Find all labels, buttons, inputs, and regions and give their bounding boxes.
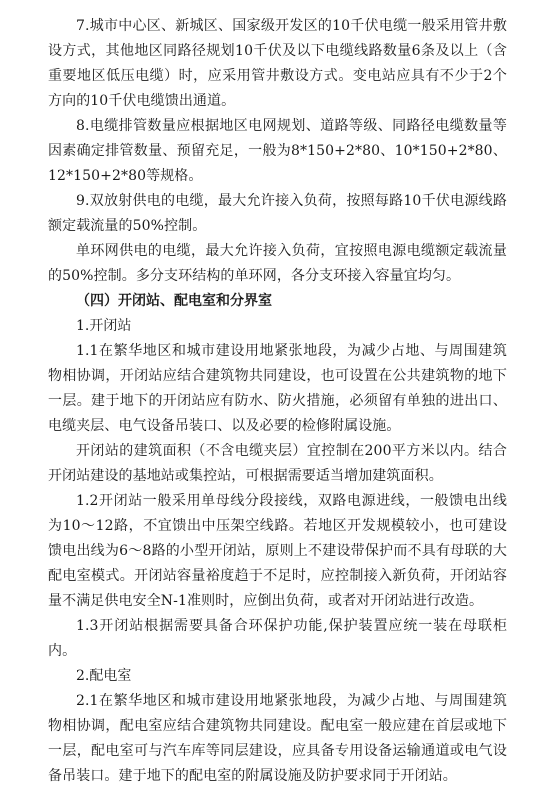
section-heading-switching-stations: （四）开闭站、配电室和分界室	[76, 293, 272, 309]
paragraph-item-9: 9.双放射供电的电缆，最大允许接入负荷，按照每路10千伏电源线路额定载流量的50%控制。	[48, 193, 507, 234]
paragraph-item-7: 7.城市中心区、新城区、国家级开发区的10千伏电缆一般采用管井敷设方式，其他地区同路径规划10千伏及以下电缆线路数量6条及以上（含重要地区低压电缆）时，应采用管井敷设方式。变电站应具有不少于2个方向的10千伏电缆馈出通道。	[48, 18, 507, 109]
subheading-switching-station: 1.开闭站	[76, 318, 132, 334]
paragraph-1-1: 1.1在繁华地区和城市建设用地紧张地段，为减少占地、与周围建筑物相协调，开闭站应结合建筑物共同建设，也可设置在公共建筑物的地下一层。建于地下的开闭站应有防水、防火措施，必须留有单独的进出口、电缆夹层、电气设备吊装口、以及必要的检修附属设施。	[48, 343, 507, 434]
paragraph-1-2: 1.2开闭站一般采用单母线分段接线，双路电源进线，一般馈电出线为10～12路，不宜馈出中压架空线路。若地区开发规模较小，也可建设馈电出线为6～8路的小型开闭站，原则上不建设带保护而不具有母联的大配电室模式。开闭站容量裕度趋于不足时，应控制接入新负荷，开闭站容量不满足供电安全N-1准则时，应倒出负荷，或者对开闭站进行改造。	[48, 493, 507, 609]
paragraph-single-ring: 单环网供电的电缆，最大允许接入负荷，宜按照电源电缆额定载流量的50%控制。多分支环结构的单环网，各分支环接入容量宜均匀。	[48, 243, 507, 284]
paragraph-floor-area: 开闭站的建筑面积（不含电缆夹层）宜控制在200平方米以内。结合开闭站建设的基地站或集控站，可根据需要适当增加建筑面积。	[48, 443, 507, 484]
paragraph-1-3: 1.3开闭站根据需要具备合环保护功能,保护装置应统一装在母联柜内。	[48, 618, 507, 659]
paragraph-2-1: 2.1在繁华地区和城市建设用地紧张地段，为减少占地、与周围建筑物相协调，配电室应结合建筑物共同建设。配电室一般应建在首层或地下一层，配电室可与汽车库等同层建设，应具备专用设备运输通道或电气设备吊装口。建于地下的配电室的附属设施及防护要求同于开闭站。	[48, 693, 507, 784]
subheading-distribution-room: 2.配电室	[76, 668, 132, 684]
paragraph-item-8: 8.电缆排管数量应根据地区电网规划、道路等级、同路径电缆数量等因素确定排管数量、预留充足，一般为8*150+2*80、10*150+2*80、12*150+2*80等规格。	[48, 118, 507, 184]
